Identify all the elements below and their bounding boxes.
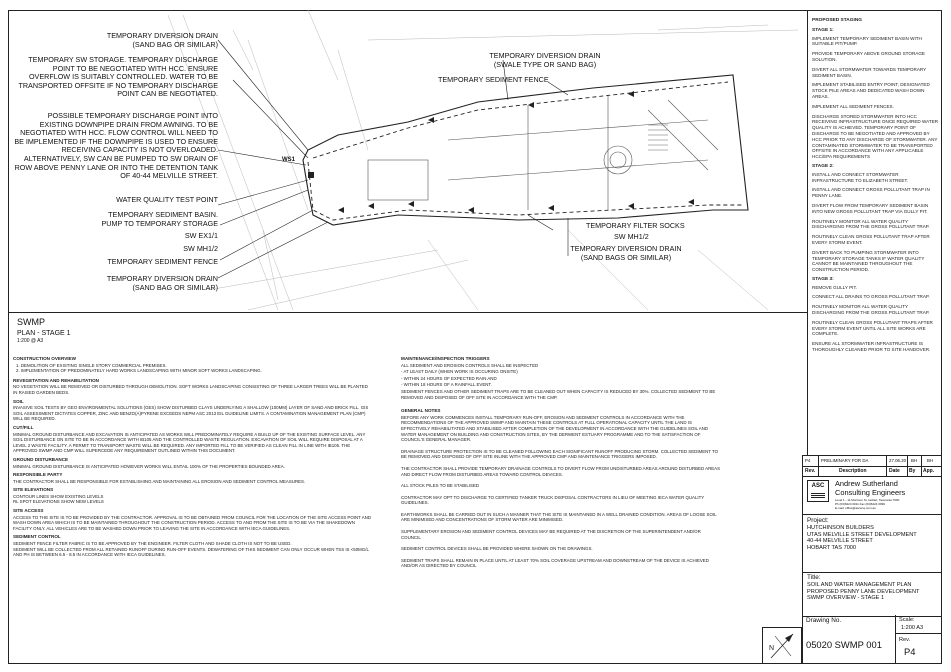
stage-item: ROUTINELY CLEAN GROSS POLLUTANT TRAPS AFTER EVERY STORM EVENT UNTIL ALL SITE WORKS ARE COMPLETE. (812, 319, 933, 337)
company-block (803, 476, 941, 515)
note-heading: CONSTRUCTION OVERVIEW (13, 356, 76, 361)
title-line: SOIL AND WATER MANAGEMENT PLAN (807, 581, 912, 588)
label-water-quality-test-point: WATER QUALITY TEST POINT (116, 195, 218, 204)
rev-cell: P4 (805, 458, 811, 463)
company-logo-text: ASC (811, 483, 825, 489)
stage-item: IMPLEMENT STABILISED ENTRY POINT, DESIGNATED STOCK PILE AREAS AND DEDICATED WASH DOWN AREAS. (812, 82, 930, 99)
note-line: THE CONTRACTOR SHALL PROVIDE TEMPORARY DRAINAGE CONTROLS TO DIVERT FLOW FROM UNDISTURBED AREAS AROUND DISTURBED AREAS AND DIRECT FLOW FROM DISTURBED AREAS TOWARD CONTROL DEVICES. (401, 465, 721, 477)
scale-label: Scale: (899, 617, 915, 623)
title-line: SWMP OVERVIEW - STAGE 1 (807, 595, 885, 602)
label-temporary-sediment-fence-left: TEMPORARY SEDIMENT FENCE (107, 257, 218, 266)
stage-item: DIVERT ALL STORMWATER TOWARDS TEMPORARY SEDIMENT BASIN. (812, 66, 927, 78)
rev-col-divider (921, 456, 922, 476)
note-heading: SITE ELEVATIONS (13, 487, 54, 493)
notes-column-2 (401, 353, 721, 575)
stage-item: IMPLEMENT ALL SEDIMENT FENCES. (812, 103, 894, 109)
stage-item: INSTALL AND CONNECT GROSS POLLUTANT TRAP IN PENNY LANE. (812, 187, 930, 199)
note-heading: SITE ACCESS (13, 508, 44, 514)
note-line: ACCESS TO THE SITE IS TO BE PROVIDED BY THE CONTRACTOR. APPROVAL IS TO BE OBTAINED FROM COUNCIL FOR THE LOCATION OF THE SITE ACCESS POINT AND WASH DOWN AREA WHICH IS TO BE MAINTAINED THROUGHOUT THE CONSTRUCTION PERIOD. ACCESS TO AND FROM THE SITE IS TO BE VIA THE SHAKEDOWN FACILITY ONLY. ALL VEHICLES ARE TO BE WASHED DOWN PRIOR TO LEAVING THE SITE IN ACCORDANCE WITH IECA GUIDELINES. (13, 514, 371, 531)
note-line: CONTRACTOR MAY OPT TO DISCHARGE TO CERTIFIED TANKER TRUCK DISPOSAL CONTRACTORS IN LIEU OF MEETING IECA WATER QUALITY GUIDELINES. (401, 494, 705, 506)
note-line: SEDIMENT CONTROL DEVICES SHALL BE PROVIDED WHERE SHOWN ON THE DRAWINGS. (401, 546, 593, 552)
note-section-maintenance (401, 356, 721, 400)
label-temporary-sw-storage: TEMPORARY SW STORAGE. TEMPORARY DISCHARGE POINT TO BE NEGOTIATED WITH HCC. ENSURE OVERFLOW IS SUITABLY CONTROLLED. WATER TO BE TRANSPORTED OFFSITE IF NO TEMPORARY DISCHARGE POINT CAN BE NEGOTIATED. (18, 55, 218, 99)
stage-item: ROUTINELY MONITOR ALL WATER QUALITY DISCHARGING FROM THE GROSS POLLUTANT TRAP. (812, 304, 930, 316)
drawing-separator (8, 312, 808, 313)
label-diversion-drain-sand-bags: TEMPORARY DIVERSION DRAIN (SAND BAGS OR SIMILAR) (570, 244, 682, 262)
rev-col-divider (886, 456, 887, 476)
project-label: Project: (807, 517, 829, 524)
project-line: 40-44 MELVILLE STREET (807, 538, 873, 545)
drawing-no-label: Drawing No. (806, 617, 842, 624)
app-header: App. (923, 468, 935, 474)
stage-heading: STAGE 2: (812, 163, 834, 169)
note-section-site-access (13, 508, 373, 531)
label-diversion-drain-bottom: TEMPORARY DIVERSION DRAIN (SAND BAG OR SIMILAR) (106, 274, 218, 292)
label-temporary-filter-socks: TEMPORARY FILTER SOCKS (586, 221, 685, 230)
note-line: 1. DEMOLITION OF EXISTING SINGLE STORY COMMERCIAL PREMISES. (16, 362, 167, 368)
note-line: ALL STOCK PILES TO BE STABILISED (401, 483, 480, 489)
label-diversion-drain-swale: TEMPORARY DIVERSION DRAIN (SWALE TYPE OR SAND BAG) (489, 51, 601, 69)
north-arrow-box (762, 627, 802, 664)
title-label: Title: (807, 574, 821, 581)
note-heading: SEDIMENT CONTROL (13, 534, 61, 540)
stage-item: PROVIDE TEMPORARY ABOVE GROUND STORAGE SOLUTION. (812, 51, 925, 62)
stage-2 (812, 164, 940, 273)
drawing-no-value: 05020 SWMP 001 (806, 639, 882, 650)
stage-item: INSTALL AND CONNECT STORMWATER INFRASTRUCTURE TO ELIZABETH STREET. (812, 171, 909, 183)
note-line: - AT LEAST DAILY (WHEN WORK IS OCCURING ONSITE) (401, 369, 518, 375)
app-cell: BH (927, 458, 934, 463)
label-sw-mh1-2-left: SW MH1/2 (183, 244, 218, 253)
label-possible-discharge-point: POSSIBLE TEMPORARY DISCHARGE POINT INTO EXISTING DOWNPIPE DRAIN FROM AWNING. TO BE NEGOTIATED WITH HCC. FLOW CONTROL WILL NEED TO BE IMPLEMENTED IF THE DOWNPIPE IS USED TO ENSURE RECEIVING CAPACITY IS NOT OVERLOADED. ALTERNATIVELY, SW CAN BE PUMPED TO SW DRAIN OF ROW ABOVE PENNY LANE OR INTO THE DETENTION TANK OF 40-44 MELVILLE STREET. (14, 111, 218, 181)
note-heading: RESPONSIBLE PARTY (13, 472, 63, 478)
project-line: HUTCHINSON BUILDERS (807, 524, 874, 531)
by-header: By (909, 468, 916, 474)
proposed-staging (812, 18, 940, 357)
stage-item: CONNECT ALL DRAINS TO GROSS POLLUTANT TRAP. (812, 294, 930, 300)
note-line: SEDIMENT FENCE FILTER FABRIC IS TO BE APPROVED BY THE ENGINEER. FILTER CLOTH AND SHADE CLOTH IS NOT TO BE USED. (13, 541, 292, 547)
note-heading: GROUND DISTURBANCE (13, 456, 69, 462)
rev-divider (895, 633, 942, 634)
stage-item: DISCHARGE STORED STORMWATER INTO HCC RECEIVING INFRASTRUCTURE ONCE REQUIRED WATER QUALITY IS ACHIEVED. TEMPORARY POINT OF DISCHARGE TO BE NEGOTIATED AND APPROVED BY HCC PRIOR TO ANY DISCHARGE OF STORMWATER. ANY CONTAMINATED STORMWATER TO BE TRANSPORTED OFFSITE IN ACCORDANCE WITH ANY APPLICABLE HCC/EPA REQUIREMENTS (812, 113, 939, 160)
project-line: UTAS MELVILLE STREET DEVELOPMENT (807, 531, 917, 538)
company-logo-mark (811, 492, 825, 498)
stage-heading: STAGE 1: (812, 27, 834, 33)
plan-subtitle: PLAN - STAGE 1 (17, 330, 71, 337)
note-line: INVASIVE SOIL TESTS BY GEO ENVIRONMENTAL SOLUTIONS (GES) SHOW DISTURBED CLAYS UNDERLYING A SHALLOW (100MM) LAYER OF SAND AND BRICK FILL. GIS SOIL ASSESSMENT DICTATES COPPER, ZINC AND BENZO(A)PYRENE EXCEEDS NEPM ASC 2013 EIL GUIDELINE LIMITS. A CONTAMINATION MANAGEMENT PLAN (CMP) WILL BE REQUIRED. (13, 405, 369, 422)
north-arrow-icon (763, 628, 801, 663)
plan-title-block (17, 317, 71, 344)
note-line: MINIMAL GROUND DISTURBANCE AND EXCAVATION IS ANTICIPATED AS WORKS WILL PREDOMINATELY REQUIRE A BUILD UP OF THE EXISTING SURFACE LEVEL. ANY SOIL DISTURBANCE ON SITE TO BE IN ACCORDANCE WITH IB105 AND THE CONTROLLED WASTE REGULATION. EXCAVATION OF SOIL WILL REQUIRE DISPOSAL AT A LEVEL 2 WASTE FACILITY. A PERMIT TO TRANSPORT WASTE WILL BE REQUIRED. ANY IMPORTED FILL TO BE VERIFIED AS CLEAN FILL IN LINE WITH IB105. THE APPROVED SWMP AND CMP WILL SUPERCEDE ANY REQUIREMENT OUTLINED WITHIN THIS DOCUMENT. (13, 431, 366, 454)
note-section-ground-disturbance (13, 457, 373, 469)
rev-label: Rev. (899, 637, 911, 643)
scale-value: 1:200 A3 (901, 625, 924, 631)
project-line: HOBART TAS 7000 (807, 545, 857, 552)
description-cell: PRELIMINARY FOR DA (821, 458, 869, 463)
note-heading: GENERAL NOTES (401, 408, 441, 414)
note-section-revegetation (13, 378, 373, 396)
note-section-construction (13, 356, 373, 374)
stage-heading: STAGE 3: (812, 276, 834, 282)
rev-value: P4 (904, 646, 916, 657)
rev-header: Rev. (805, 468, 816, 474)
note-line: - WITHIN 24 HOURS OF EXPECTED RAIN AND (401, 375, 497, 381)
note-line: ALL SEDIMENT AND EROSION CONTROLS SHALL BE INSPECTED (401, 362, 539, 368)
note-line: MINIMAL GROUND DISTURBANCE IS ANTICIPATED HOWEVER WORKS WILL ENTAIL 100% OF THE PROPERTIES BOUNDED AREA. (13, 463, 285, 469)
label-temporary-sediment-fence-top: TEMPORARY SEDIMENT FENCE (438, 75, 549, 84)
note-line: RL SPOT ELEVATIONS SHOW NEW LEVELS (13, 499, 104, 505)
company-name-1: Andrew Sutherland (835, 479, 898, 488)
label-sw-ex1-1: SW EX1/1 (184, 231, 218, 240)
stage-item: DIVERT FLOW FROM TEMPORARY SEDIMENT BASIN INTO NEW GROSS POLLUTANT TRAP VIA GULLY PIT. (812, 202, 929, 214)
note-heading: CUT/FILL (13, 424, 34, 430)
note-line: EARTHWORKS SHALL BE CARRIED OUT IN SUCH A MANNER THAT THE SITE IS MAINTAINED IN A WELL DRAINED CONDITION. AREAS OF LOOSE SOIL ARE MINIMISED AND CONCENTRATIONS OF STORM WATER ARE MINIMISED. (401, 511, 717, 523)
stage-3 (812, 277, 940, 353)
note-line: SUPPLEMENTARY EROSION AND SEDIMENT CONTROL DEVICES MAY BE REQUIRED AT THE DISCRETION OF THE SUPERINTENDENT AND/OR COUNCIL (401, 529, 701, 540)
title-info-block (807, 575, 939, 602)
note-section-site-elevations (13, 487, 373, 505)
ws1-marker: WS1 (282, 157, 296, 163)
title-divider (803, 572, 941, 573)
staging-title: PROPOSED STAGING (812, 18, 863, 23)
stage-item: ENSURE ALL STORMWATER INFRASTRUCTURE IS THOROUGHLY CLEANED PRIOR TO SITE HANDOVER. (812, 341, 931, 353)
note-section-general (401, 408, 721, 569)
note-heading: SOIL (13, 398, 24, 404)
company-name-2: Consulting Engineers (835, 488, 906, 497)
company-address-2: Ph (03)6224 6011 Fax (03)6224 6999 (835, 502, 885, 506)
svg-text:N: N (769, 645, 775, 652)
stage-item: IMPLEMENT TEMPORARY SEDIMENT BASIN WITH SUITABLE PIT/PUMP. (812, 35, 922, 47)
note-heading: REVEGETATION AND REHABILITATION (13, 377, 100, 383)
note-section-soil (13, 399, 373, 422)
note-line: SEDIMENT WILL BE COLLECTED FROM ALL RETAINED RUNOFF DURING RUN-OFF EVENTS. DEWATERING OF THIS SEDIMENT CAN ONLY OCCUR WHEN TSS IS <50MG/L AND PH IS BETWEEN 6.5 - 8.5 IN ACCORDANCE WITH IECA GUIDELINES. (13, 546, 369, 558)
drawing-number-block (802, 615, 942, 664)
stage-item: ROUTINELY MONITOR ALL WATER QUALITY DISCHARGING FROM THE GROSS POLLUTANT TRAP. (812, 218, 930, 230)
plan-title: SWMP (17, 317, 45, 327)
note-section-sediment-control (13, 534, 373, 557)
date-cell: 27.06.20 (889, 458, 907, 463)
label-diversion-drain-top: TEMPORARY DIVERSION DRAIN (SAND BAG OR SIMILAR) (106, 31, 218, 49)
date-header: Date (889, 468, 900, 474)
note-line: BEFORE ANY WORK COMMENCES INSTALL TEMPORARY RUN-OFF, EROSION AND SEDIMENT CONTROLS IN ACCORDANCE WITH THE RECOMMENDATIONS OF THE APPROVED SWMP AND MAINTAIN THESE CONTROLS AT FULL OPERATIONAL CAPACITY UNTIL THE LAND IS EFFECTIVELY REHABILITATED AND STABILISED AFTER COMPLETION OF THE DEVELOPMENT IN ACCORDANCE WITH THE GUIDELINES SOIL AND WATER MANAGEMENT ON BUILDING AND CONSTRUCTION SITES, BY THE DERWENT ESTUARY PROGRAMME AND TO THE SATISFACTION OF COUNCIL'S GENERAL MANAGER. (401, 414, 709, 443)
company-address-1: Level 1 - 11 Morrison St, Hobart, Tasmania 7000 (835, 498, 900, 502)
stage-item: REMOVE GULLY PIT. (812, 284, 858, 290)
note-line: - WITHIN 18 HOURS OF A RAINFALL EVENT. (401, 382, 492, 388)
rev-col-divider (818, 456, 819, 476)
project-block (807, 518, 939, 552)
company-logo (807, 480, 829, 502)
title-line: PROPOSED PENNY LANE DEVELOPMENT (807, 588, 920, 595)
scale-divider (895, 615, 896, 664)
note-section-cut-fill (13, 425, 373, 454)
note-line: NO VEGETATION WILL BE REMOVED OR DISTURBED THROUGH DEMOLITION. SOFT WORKS LANDSCAPING CONSISTING OF THREE LARGER TREES WILL BE PLANTED IN RAISED GARDEN BEDS. (13, 384, 368, 395)
company-address-3: E-mail: office@ascenq.com.au (835, 506, 876, 510)
stage-1 (812, 28, 940, 160)
note-section-responsible-party (13, 472, 373, 484)
stage-item: DIVERT BACK TO PUMPING STORMWATER INTO TEMPORARY STORAGE TANKS IF WATER QUALITY CANNOT BE MAINTAINED THROUGHOUT THE CONSTRUCTION PERIOD. (812, 249, 925, 273)
rev-col-divider (907, 456, 908, 476)
description-header: Description (839, 468, 867, 474)
label-temporary-sediment-basin: TEMPORARY SEDIMENT BASIN. PUMP TO TEMPORARY STORAGE (101, 210, 218, 228)
note-line: DRAINAGE STRUCTURE PROTECTION IS TO BE CLEANED FOLLOWING EACH SIGNIFICANT RUNOFF PRODUCING STORM. COLLECTED SEDIMENT TO BE REMOVED AND DISPOSED OF OFF SITE INLINE WITH THE APPROVED CMP AND MAINTENANCE TRIGGERS IMPOSED. (401, 448, 719, 460)
note-line: SEDIMENT FENCES AND OTHER SEDIMENT TRAPS ARE TO BE CLEANED OUT WHEN CAPACITY IS REDUCED BY 30%. COLLECTED SEDIMENT TO BE REMOVED AND DISPOSED OF OFF SITE IN ACCORDANCE WITH THE CMP. (401, 388, 716, 400)
note-line: THE CONTRACTOR SHALL BE RESPONSIBLE FOR ESTABLISHING AND MAINTAINING ALL EROSION AND SEDIMENT CONTROL MEASURES. (13, 478, 306, 484)
note-heading: MAINTENANCE/INSPECTION TRIGGERS (401, 356, 490, 361)
notes-column-1 (13, 353, 373, 561)
stage-item: ROUTINELY CLEAN GROSS POLLUTANT TRAP AFTER EVERY STORM EVENT. (812, 234, 930, 245)
by-cell: BH (911, 458, 918, 463)
label-sw-mh1-2-right: SW MH1/2 (614, 232, 649, 241)
note-line: SEDIMENT TRAPS SHALL REMAIN IN PLACE UNTIL AT LEAST 70% SOIL COVERAGE UPSTREAM AND DOWNSTREAM OF THE DEVICE IS ACHIEVED AND/OR AS DIRECTED BY COUNCIL (401, 557, 709, 569)
note-line: CONTOUR LINES SHOW EXISTING LEVELS (13, 493, 104, 499)
note-line: 2. IMPLEMENTATION OF PREDOMINATELY HARD WORKS LANDSCAPING WITH MINOR SOFT WORKS LANDSCAPING. (16, 368, 262, 374)
plan-scale: 1:200 @ A3 (17, 338, 44, 344)
